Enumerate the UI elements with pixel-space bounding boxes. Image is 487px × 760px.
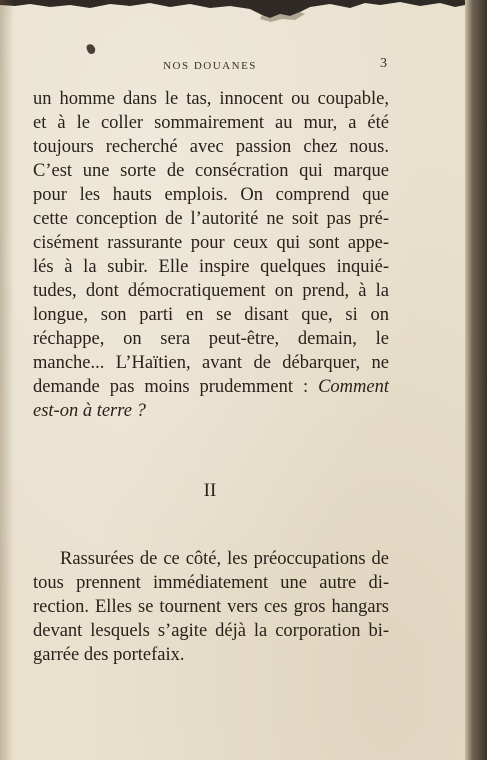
text-line: [33, 399, 389, 423]
text-line: Rassurées de ce côté, les préoccupations de: [60, 549, 389, 569]
text-line: un homme dans le tas, innocent ou coupable,: [33, 89, 389, 109]
text-italic: est-on à terre ?: [33, 401, 146, 421]
text-line: manche... L’Haïtien, avant de débarquer, ne: [33, 353, 389, 373]
text-line: lés à la subir. Elle inspire quelques inquié-: [33, 257, 389, 277]
text-line: longue, son parti en se disant que, si on: [33, 305, 389, 325]
ink-blot: [86, 43, 97, 55]
text-line: garrée des portefaix.: [33, 645, 185, 665]
section-number: II: [203, 480, 217, 501]
text-line: et à le coller sommairement au mur, a été: [33, 113, 389, 133]
text-line: tudes, dont démocratiquement on prend, à la: [33, 281, 389, 301]
text-line: réchappe, on sera peut-être, demain, le: [33, 329, 389, 349]
text-line: devant lesquels s’agite déjà la corporation bi-: [33, 621, 389, 641]
text-line: rection. Elles se tournent vers ces gros hangars: [33, 597, 389, 617]
text-italic: Comment: [318, 377, 389, 397]
text-line: cette conception de l’autorité ne soit pas pré-: [33, 209, 389, 229]
torn-top-edge: [0, 0, 487, 30]
gutter-shadow: [0, 0, 14, 760]
page-edge-shadow: [465, 0, 487, 760]
text-line: pour les hauts emplois. On comprend que: [33, 185, 389, 205]
text-line: tous prennent immédiatement une autre di-: [33, 573, 389, 593]
text-line: cisément rassurante pour ceux qui sont appe-: [33, 233, 389, 253]
text-line: C’est une sorte de consécration qui marque: [33, 161, 389, 181]
running-head: NOS DOUANES: [163, 60, 257, 72]
text-line: [33, 375, 389, 399]
text-roman: demande pas moins prudemment :: [33, 377, 309, 397]
page-number: 3: [380, 56, 387, 71]
text-line: toujours recherché avec passion chez nous.: [33, 137, 389, 157]
